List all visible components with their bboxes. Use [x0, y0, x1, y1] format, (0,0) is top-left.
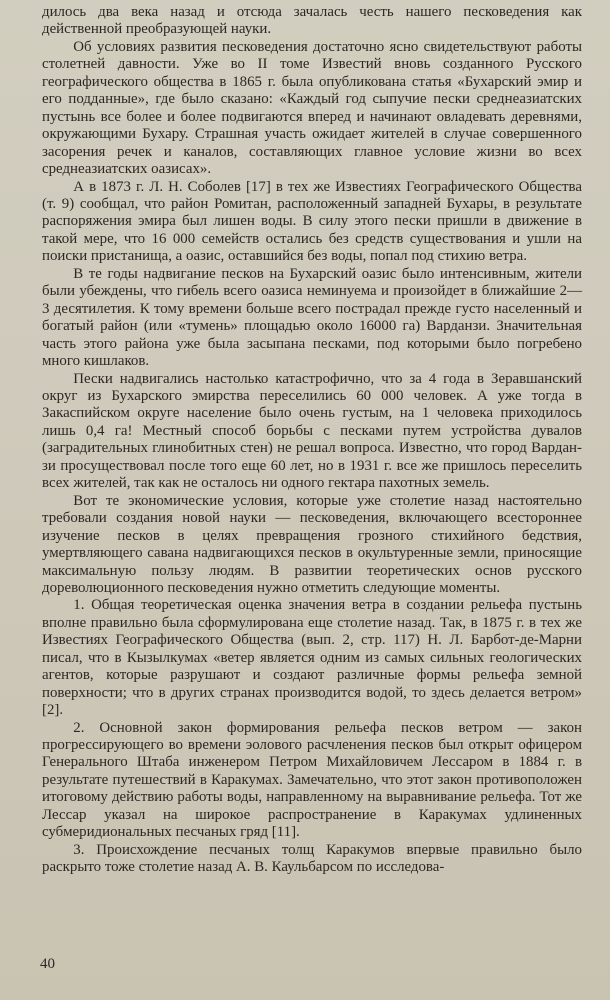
- paragraph: А в 1873 г. Л. Н. Соболев [17] в тех же Известиях Географического Общества (т. 9) сообщал, что район Ромитан, расположенный западней Бухары, в результате распоряжения эмира был лишен воды. В силу этого пески пришли в движение в такой мере, что 16 000 семейств остались без средств существования и ушли на поиски пристанища, а оазис, оставшийся без воды, попал под стихию ветра.: [42, 178, 582, 265]
- paragraph: Пески надвигались настолько катастрофично, что за 4 года в Зеравшанский округ из Бухарского эмирства переселились 60 000 человек. А уже тогда в Закаспийском округе население было очень густым, на 1 человека приходилось лишь 0,4 га! Местный способ борьбы с песками путем устройства дувалов (заградительных глинобитных стен) не решал вопроса. Известно, что город Варданзи просуществовал после того еще 60 лет, но в 1931 г. все же пришлось переселить всех жителей, так как не осталось ни одного гектара пахотных земель.: [42, 370, 582, 492]
- page-number: 40: [40, 956, 55, 972]
- paragraph: 2. Основной закон формирования рельефа песков ветром — закон прогрессирующего во времени эолового расчленения песков был открыт офицером Генерального Штаба инженером Петром Михайловичем Лессаром в 1884 г. в результате путешествий в Каракумах. Замечательно, что этот закон противоположен итоговому действию работы воды, направленному на выравнивание рельефа. Тот же Лессар указал на широкое распространение в Каракумах удлиненных субмеридиональных песчаных гряд [11].: [42, 719, 582, 841]
- paragraph: 1. Общая теоретическая оценка значения ветра в создании рельефа пустынь вполне правильно была сформулирована еще столетие назад. Так, в 1875 г. в тех же Известиях Географического Общества (вып. 2, стр. 117) Н. Л. Барбот-де-Марни писал, что в Кызылкумах «ветер является одним из самых сильных геологических агентов, которые разрушают и создают различные формы рельефа земной поверхности; что в других странах производится водой, то здесь делается ветром» [2].: [42, 597, 582, 719]
- body-text: [42, 4, 582, 877]
- paragraph: 3. Происхождение песчаных толщ Каракумов впервые правильно было раскрыто тоже столетие назад А. В. Каульбарсом по исследова-: [42, 841, 582, 876]
- paragraph-continuation: дилось два века назад и отсюда зачалась честь нашего песковедения как действенной преобразующей науки.: [42, 4, 582, 38]
- paragraph: Вот те экономические условия, которые уже столетие назад настоятельно требовали создания новой науки — песковедения, включающего всестороннее изучение песков в целях превращения грозного стихийного бедствия, умертвляющего савана надвигающихся песков в окультуренные земли, приносящие максимальную пользу людям. В развитии теоретических основ русского дореволюционного песковедения нужно отметить следующие моменты.: [42, 492, 582, 596]
- paragraph: В те годы надвигание песков на Бухарский оазис было интенсивным, жители были убеждены, что гибель всего оазиса неминуема и произойдет в ближайшие 2—3 десятилетия. К тому времени больше всего пострадал прежде густо населенный и богатый район (или «тумень» площадью около 16000 га) Варданзи. Значительная часть этого района уже была засыпана песками, под которыми было погребено много кишлаков.: [42, 265, 582, 370]
- paragraph: Об условиях развития песковедения достаточно ясно свидетельствуют работы столетней давности. Уже во II томе Известий вновь созданного Русского географического общества в 1865 г. была опубликована статья «Бухарский эмир и его подданные», где было сказано: «Каждый год сыпучие пески среднеазиатских пустынь все более и более подвигаются вперед и начинают овладевать деревнями, окружающими Бухару. Страшная участь ожидает жителей в случае совершенного засорения речек и каналов, составляющих главное условие жизни во всех среднеазиатских оазисах».: [42, 38, 582, 178]
